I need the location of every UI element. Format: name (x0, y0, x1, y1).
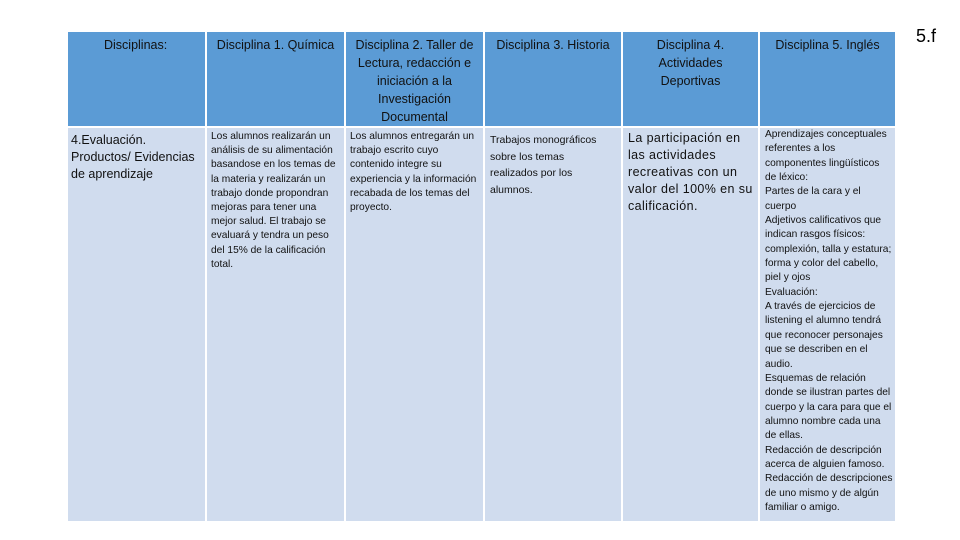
table-cell (484, 127, 622, 522)
ingles-line: Adjetivos calificativos que indican rasgos físicos: complexión, talla y estatura; forma y color del cabello, piel y ojos (765, 215, 892, 284)
header-row (67, 31, 896, 127)
cell-historia: Trabajos monográficos sobre los temas realizados por los alumnos. (490, 134, 597, 196)
header-cell (345, 31, 484, 127)
header-deportivas: Disciplina 4. Actividades Deportivas (656, 38, 725, 88)
ingles-line: Redacción de descripción acerca de alguien famoso. (765, 444, 885, 470)
table-cell (622, 127, 759, 522)
header-cell (759, 31, 896, 127)
header-disciplinas: Disciplinas: (104, 38, 168, 52)
cell-ingles (760, 128, 895, 515)
header-quimica: Disciplina 1. Química (216, 38, 335, 52)
curriculum-table (66, 30, 897, 523)
cell-deportivas: La participación en las actividades recreativas con un valor del 100% en su calificación. (628, 131, 753, 213)
ingles-line: A través de ejercicios de listening el alumno tendrá que reconocer personajes que se describen en el audio. (765, 301, 883, 370)
evaluation-row (67, 127, 896, 522)
slide-number: 5.f (916, 26, 937, 46)
cell-quimica: Los alumnos realizarán un análisis de su alimentación basandose en los temas de la materia y realizarán un trabajo donde propondran mejoras para tener una mejor salud. El trabajo se evaluará y tendra un peso del 15% de la calificación total. (211, 131, 336, 270)
header-cell (206, 31, 345, 127)
ingles-line: Aprendizajes conceptuales referentes a los componentes lingüísticos de léxico: (765, 129, 887, 184)
row-label-cell (67, 127, 206, 522)
table-cell (759, 127, 896, 522)
header-taller-lectura: Disciplina 2. Taller de Lectura, redacción e iniciación a la Investigación Documental (355, 38, 474, 124)
cell-taller-lectura: Los alumnos entregarán un trabajo escrito cuyo contenido integre su experiencia y la información recabada de los temas del proyecto. (350, 131, 477, 214)
table-cell (206, 127, 345, 522)
ingles-line: Redacción de descripciones de uno mismo y de algún familiar o amigo. (765, 473, 893, 513)
ingles-line: Evaluación: (765, 286, 818, 298)
header-ingles: Disciplina 5. Inglés (775, 38, 880, 52)
header-cell (622, 31, 759, 127)
ingles-line: Esquemas de relación donde se ilustran partes del cuerpo y la cara para que el alumno nombre cada una de ellas. (765, 372, 892, 442)
header-historia: Disciplina 3. Historia (496, 38, 610, 52)
header-cell (67, 31, 206, 127)
ingles-line: Partes de la cara y el cuerpo (765, 186, 861, 212)
table-cell (345, 127, 484, 522)
row-label: 4.Evaluación. Productos/ Evidencias de aprendizaje (71, 133, 195, 181)
header-cell (484, 31, 622, 127)
